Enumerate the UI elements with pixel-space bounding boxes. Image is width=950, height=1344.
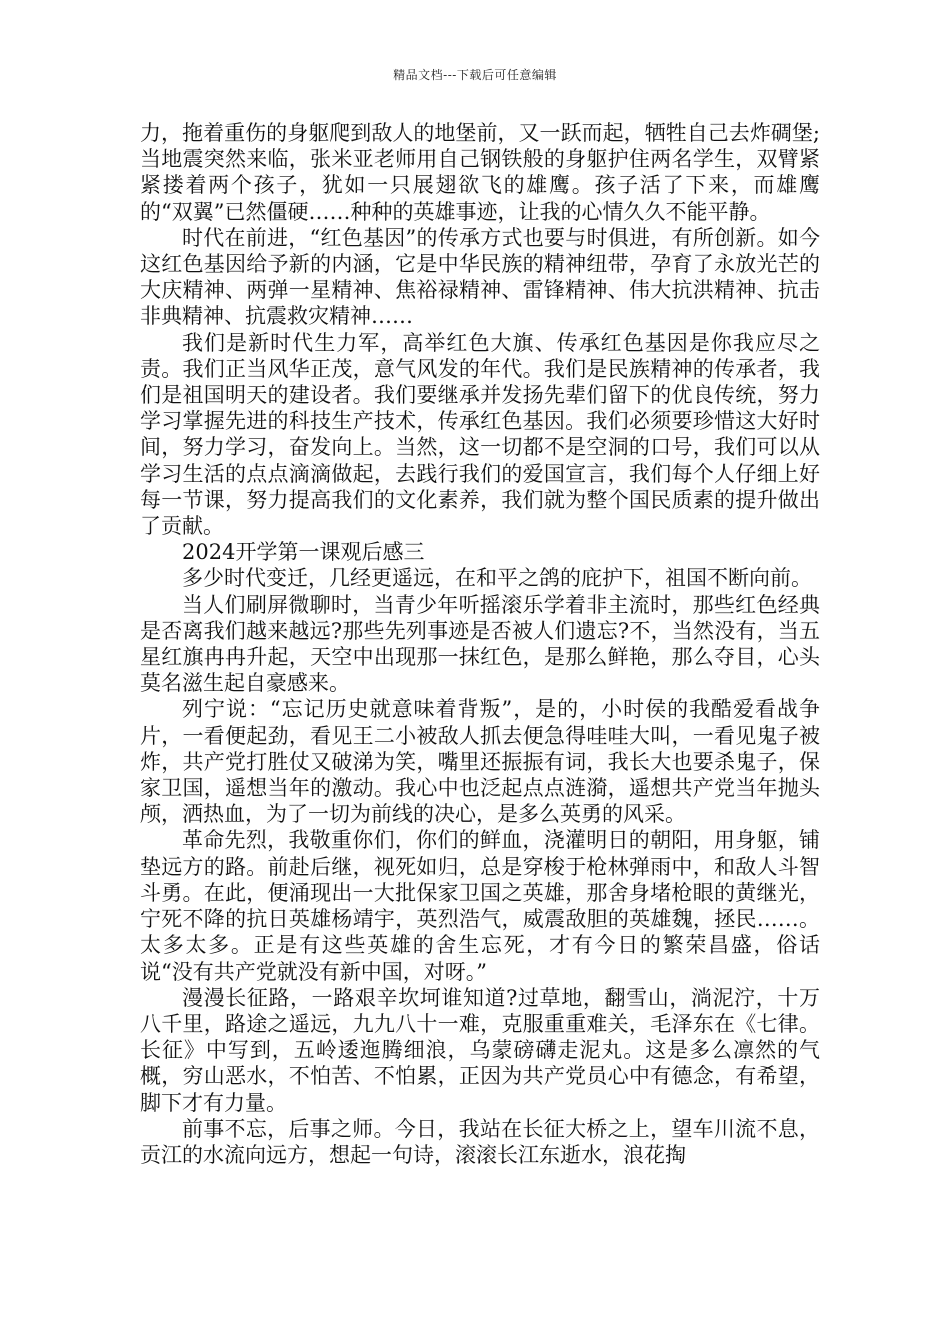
paragraph-6: 列宁说：“忘记历史就意味着背叛”，是的，小时侯的我酷爱看战争片，一看便起劲，看见王二小被敌人抓去便急得哇哇大叫，一看见鬼子被炸，共产党打胜仗又破涕为笑，嘴里还振振有词，我长大也要杀鬼子，保家卫国，遥想当年的激动。我心中也泛起点点涟漪，遥想共产党当年抛头颅，洒热血，为了一切为前线的决心，是多么英勇的风采。 xyxy=(140,697,820,827)
document-body xyxy=(140,120,820,1168)
section-heading: 2024开学第一课观后感三 xyxy=(182,540,425,565)
paragraph-7: 革命先烈，我敬重你们，你们的鲜血，浇灌明日的朝阳，用身躯，铺垫远方的路。前赴后继，视死如归，总是穿梭于枪林弹雨中，和敌人斗智斗勇。在此，便涌现出一大批保家卫国之英雄，那舍身堵枪眼的黄继光，宁死不降的抗日英雄杨靖宇，英烈浩气，威震敌胆的英雄魏，拯民……。太多太多。正是有这些英雄的舍生忘死，才有今日的繁荣昌盛，俗话说“没有共产党就没有新中国，对呀。” xyxy=(140,828,820,984)
page-header: 精品文档---下载后可任意编辑 xyxy=(393,68,557,82)
paragraph-4: 多少时代变迁，几经更遥远，在和平之鸽的庇护下，祖国不断向前。 xyxy=(182,566,812,591)
paragraph-5: 当人们刷屏微聊时，当青少年听摇滚乐学着非主流时，那些红色经典是否离我们越来越远?那些先列事迹是否被人们遗忘?不，当然没有，当五星红旗冉冉升起，天空中出现那一抹红色，是那么鲜艳，那么夺目，心头莫名滋生起自豪感来。 xyxy=(140,592,820,696)
paragraph-1: 力，拖着重伤的身躯爬到敌人的地堡前，又一跃而起，牺牲自己去炸碉堡;当地震突然来临，张米亚老师用自己钢铁般的身躯护住两名学生，双臂紧紧搂着两个孩子，犹如一只展翅欲飞的雄鹰。孩子活了下来，而雄鹰的“双翼”已然僵硬……种种的英雄事迹，让我的心情久久不能平静。 xyxy=(140,121,820,224)
paragraph-2: 时代在前进，“红色基因”的传承方式也要与时俱进，有所创新。如今这红色基因给予新的内涵，它是中华民族的精神纽带，孕育了永放光芒的大庆精神、两弹一星精神、焦裕禄精神、雷锋精神、伟大抗洪精神、抗击非典精神、抗震救灾精神…… xyxy=(140,225,820,329)
paragraph-9: 前事不忘，后事之师。今日，我站在长征大桥之上，望车川流不息，贡江的水流向远方，想起一句诗，滚滚长江东逝水，浪花掏 xyxy=(140,1116,820,1167)
paragraph-8: 漫漫长征路，一路艰辛坎坷谁知道?过草地，翻雪山，淌泥泞，十万八千里，路途之遥远，九九八十一难，克服重重难关，毛泽东在《七律。长征》中写到，五岭逶迤腾细浪，乌蒙磅礴走泥丸。这是多么凛然的气概，穷山恶水，不怕苦、不怕累，正因为共产党员心中有德念，有希望，脚下才有力量。 xyxy=(140,985,820,1115)
paragraph-3: 我们是新时代生力军，高举红色大旗、传承红色基因是你我应尽之责。我们正当风华正茂，意气风发的年代。我们是民族精神的传承者，我们是祖国明天的建设者。我们要继承并发扬先辈们留下的优良传统，努力学习掌握先进的科技生产技术，传承红色基因。我们必须要珍惜这大好时间，努力学习，奋发向上。当然，这一切都不是空洞的口号，我们可以从学习生活的点点滴滴做起，去践行我们的爱国宣言，我们每个人仔细上好每一节课，努力提高我们的文化素养，我们就为整个国民质素的提升做出了贡献。 xyxy=(140,330,820,539)
